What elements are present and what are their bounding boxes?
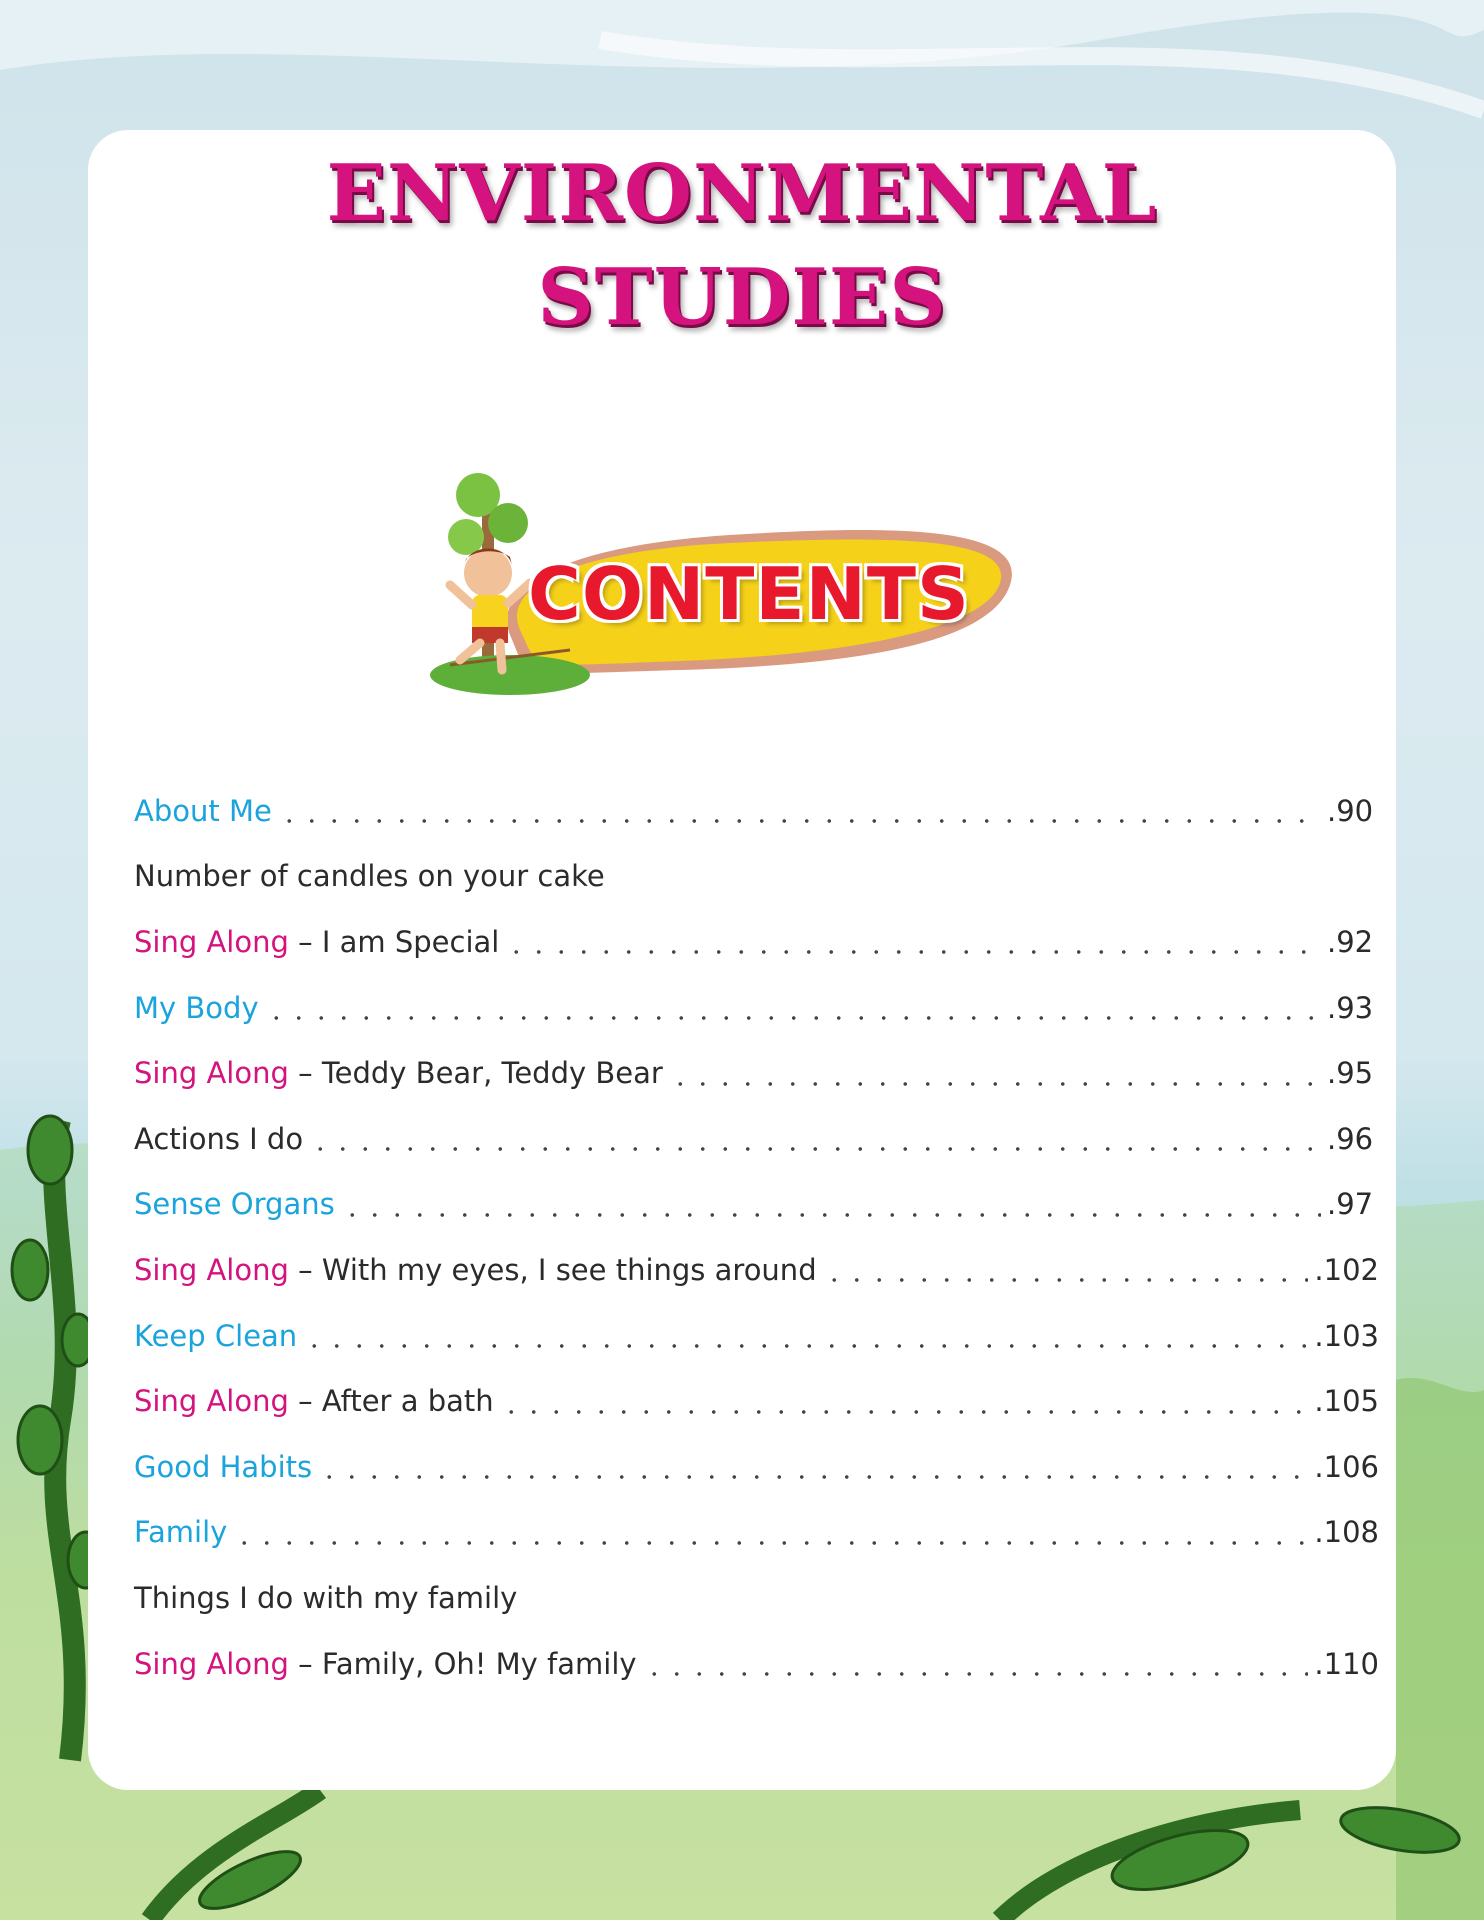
- toc-entry-title: [134, 1122, 303, 1156]
- page-number: .103: [1314, 1318, 1379, 1353]
- page-number: .105: [1314, 1384, 1379, 1419]
- toc-entry-title: [134, 1319, 297, 1353]
- dot-leader: [823, 1255, 1309, 1284]
- toc-entry-title: [134, 925, 499, 959]
- page-number: .95: [1327, 1056, 1374, 1091]
- dot-leader: [303, 1321, 1308, 1350]
- toc-entry-subtitle: – Teddy Bear, Teddy Bear: [288, 1056, 663, 1091]
- toc-entry: [134, 1565, 1379, 1631]
- dot-leader: [278, 796, 1321, 825]
- toc-entry-title: [134, 991, 259, 1025]
- dot-leader: [643, 1649, 1309, 1678]
- toc-entry: [134, 1303, 1379, 1369]
- dot-leader: [669, 1059, 1321, 1088]
- toc-entry: [134, 1172, 1379, 1238]
- dot-leader: [318, 1452, 1308, 1481]
- page-number: .108: [1314, 1515, 1379, 1550]
- toc-entry-title: [134, 1187, 335, 1221]
- toc-entry: [134, 975, 1379, 1041]
- toc-entry-label: Good Habits: [134, 1449, 313, 1484]
- toc-entry-title: [134, 1515, 227, 1549]
- toc-entry-subtitle: – With my eyes, I see things around: [288, 1252, 817, 1287]
- toc-entry-label: Sing Along: [134, 1384, 289, 1419]
- toc-entry: [134, 778, 1379, 844]
- dot-leader: [500, 1387, 1309, 1416]
- page-number: .90: [1327, 793, 1374, 828]
- toc-entry-title: [134, 1253, 817, 1287]
- page-number: .92: [1327, 924, 1374, 959]
- page-number: .96: [1327, 1121, 1374, 1156]
- toc-entry-label: About Me: [134, 793, 272, 828]
- toc-entry-label: My Body: [134, 990, 259, 1025]
- toc-entry: [134, 844, 1379, 910]
- toc-entry-label: Keep Clean: [134, 1318, 298, 1353]
- toc-entry-label: Sing Along: [134, 1056, 289, 1091]
- toc-entry-label: Sing Along: [134, 924, 289, 959]
- dot-leader: [341, 1190, 1321, 1219]
- page-number: .102: [1314, 1252, 1379, 1287]
- toc-entry-label: Family: [134, 1515, 228, 1550]
- toc-entry-title: [134, 1450, 312, 1484]
- toc-entry-title: [134, 1056, 663, 1090]
- toc-entry: [134, 1040, 1379, 1106]
- book-title-line-1: ENVIRONMENTAL: [326, 148, 1158, 239]
- page-number: .93: [1327, 990, 1374, 1025]
- page-number: .110: [1314, 1646, 1379, 1681]
- toc-entry-label: Actions I do: [134, 1121, 304, 1156]
- toc-entry-title: [134, 1647, 637, 1681]
- toc-entry-title: [134, 859, 605, 893]
- toc-entry-label: Sense Organs: [134, 1187, 335, 1222]
- toc-entry-subtitle: – After a bath: [288, 1384, 494, 1419]
- toc-entry-label: Sing Along: [134, 1252, 289, 1287]
- toc-entry-label: Things I do with my family: [134, 1580, 518, 1615]
- book-title-line-2: STUDIES: [537, 252, 947, 343]
- toc-entry-label: Sing Along: [134, 1646, 289, 1681]
- toc-entry-subtitle: – I am Special: [288, 924, 500, 959]
- toc-entry-title: [134, 794, 272, 828]
- grass-mound: [430, 655, 590, 695]
- dot-leader: [265, 993, 1321, 1022]
- dot-leader: [233, 1518, 1308, 1547]
- toc-entry: [134, 1237, 1379, 1303]
- toc-entry: [134, 1106, 1379, 1172]
- toc-entry: [134, 1631, 1379, 1697]
- toc-entry: [134, 1368, 1379, 1434]
- contents-heading: CONTENTS: [528, 552, 970, 636]
- toc-entry: [134, 1500, 1379, 1566]
- toc-entry-title: [134, 1581, 517, 1615]
- toc-entry-subtitle: – Family, Oh! My family: [288, 1646, 637, 1681]
- dot-leader: [505, 927, 1321, 956]
- toc-entry-label: Number of candles on your cake: [134, 859, 605, 894]
- dot-leader: [309, 1124, 1321, 1153]
- page-number: .97: [1327, 1187, 1374, 1222]
- toc-entry: [134, 909, 1379, 975]
- toc-entry: [134, 1434, 1379, 1500]
- toc-entry-title: [134, 1384, 494, 1418]
- page-number: .106: [1314, 1449, 1379, 1484]
- table-of-contents: [134, 778, 1379, 1696]
